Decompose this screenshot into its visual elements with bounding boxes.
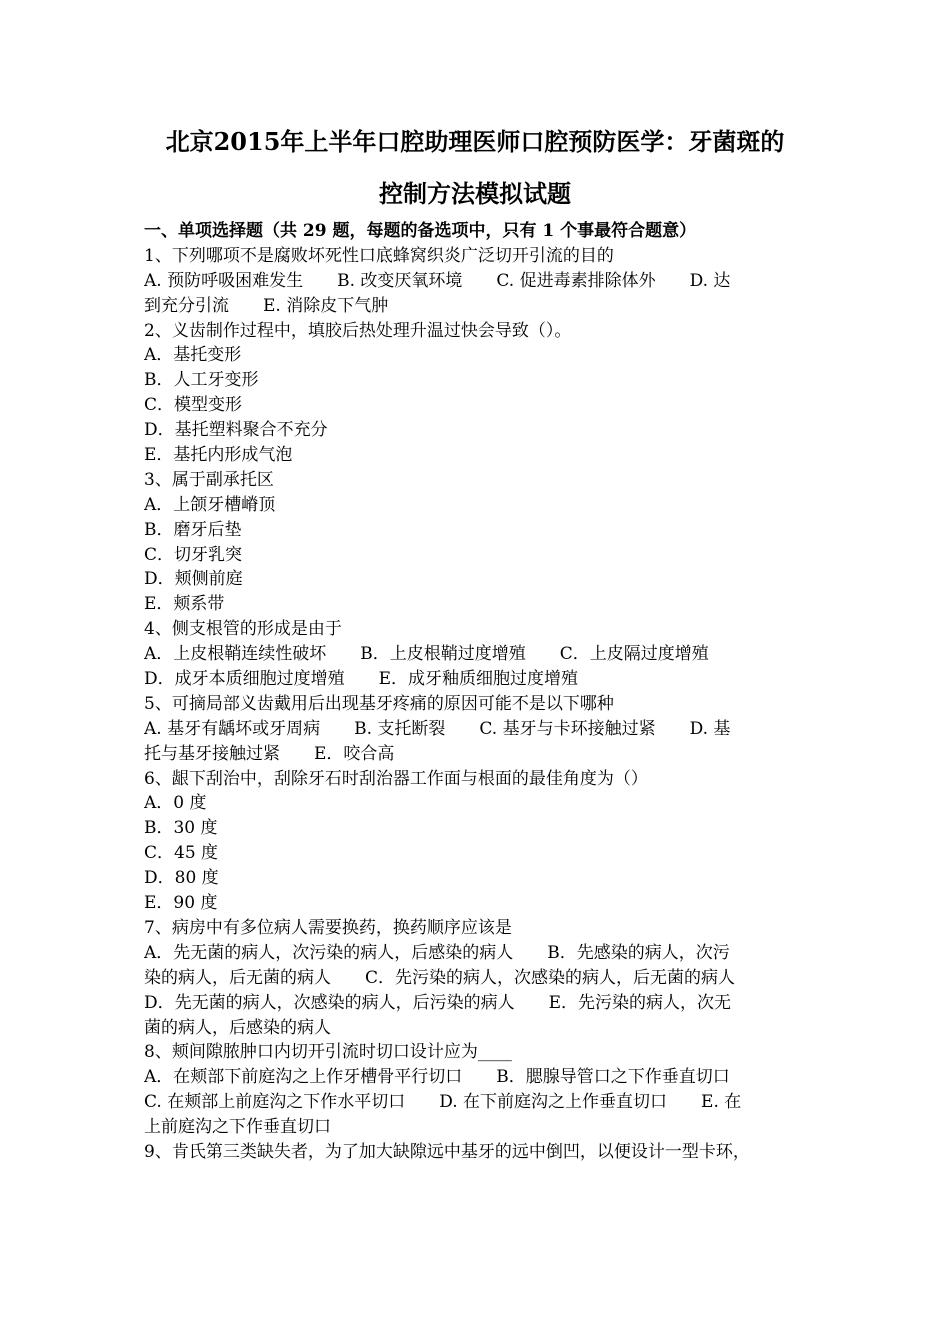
document-line: E．90 度 (144, 893, 218, 914)
document-line: E．颊系带 (144, 594, 225, 615)
document-line: 7、病房中有多位病人需要换药，换药顺序应该是 (144, 917, 512, 938)
document-line: D．基托塑料聚合不充分 (144, 420, 328, 441)
document-line: B．30 度 (144, 818, 218, 839)
document-line: 4、侧支根管的形成是由于 (144, 619, 342, 640)
section-heading: 一、单项选择题（共 29 题，每题的备选项中，只有 1 个事最符合题意） (144, 221, 697, 241)
document-line: E．基托内形成气泡 (144, 445, 293, 466)
document-line: 1、下列哪项不是腐败坏死性口底蜂窝织炎广泛切开引流的目的 (144, 245, 614, 266)
document-line: 托与基牙接触过紧 E．咬合高 (144, 743, 395, 764)
document-body (144, 219, 809, 1165)
document-line: A．在颊部下前庭沟之上作牙槽骨平行切口 B．腮腺导管口之下作垂直切口 (144, 1067, 730, 1088)
document-line: A．先无菌的病人，次污染的病人，后感染的病人 B．先感染的病人，次污 (144, 942, 730, 963)
document-line: A．上颌牙槽嵴顶 (144, 494, 276, 515)
document-line: D．成牙本质细胞过度增殖 E．成牙釉质细胞过度增殖 (144, 669, 579, 690)
document-line: 上前庭沟之下作垂直切口 (144, 1117, 331, 1138)
document-line: 染的病人，后无菌的病人 C．先污染的病人，次感染的病人，后无菌的病人 (144, 967, 736, 988)
question-lines (144, 244, 809, 1165)
document-line: 3、属于副承托区 (144, 469, 274, 490)
document-line: D．先无菌的病人，次感染的病人，后污染的病人 E．先污染的病人，次无 (144, 992, 732, 1013)
document-line: 9、肯氏第三类缺失者，为了加大缺隙远中基牙的远中倒凹，以便设计一型卡环， (144, 1141, 750, 1162)
document-line: B．人工牙变形 (144, 370, 259, 391)
document-line: 2、义齿制作过程中，填胶后热处理升温过快会导致（）。 (144, 320, 572, 341)
document-line: A. 预防呼吸困难发生 B. 改变厌氧环境 C. 促进毒素排除体外 D. 达 (144, 270, 731, 291)
document-line: C．切牙乳突 (144, 544, 243, 565)
document-line: A．上皮根鞘连续性破坏 B．上皮根鞘过度增殖 C．上皮隔过度增殖 (144, 644, 709, 665)
document-title-line2: 控制方法模拟试题 (379, 179, 571, 208)
document-line: 6、龈下刮治中，刮除牙石时刮治器工作面与根面的最佳角度为（） (144, 768, 648, 789)
document-line: C. 在颊部上前庭沟之下作水平切口 D. 在下前庭沟之上作垂直切口 E. 在 (144, 1092, 742, 1113)
document-line: A．0 度 (144, 793, 207, 814)
document-line: 5、可摘局部义齿戴用后出现基牙疼痛的原因可能不是以下哪种 (144, 693, 614, 714)
document-line: B．磨牙后垫 (144, 519, 242, 540)
document-line: 菌的病人，后感染的病人 (144, 1017, 331, 1038)
document-line: C．45 度 (144, 843, 219, 864)
document-line: 到充分引流 E. 消除皮下气肿 (144, 295, 389, 316)
document-line: D．颊侧前庭 (144, 569, 243, 590)
document-title-line1: 北京2015年上半年口腔助理医师口腔预防医学：牙菌斑的 (165, 127, 785, 156)
document-line: A. 基牙有龋坏或牙周病 B. 支托断裂 C. 基牙与卡环接触过紧 D. 基 (144, 718, 731, 739)
document-line: A．基托变形 (144, 345, 242, 366)
document-line: C．模型变形 (144, 395, 243, 416)
document-line: 8、颊间隙脓肿口内切开引流时切口设计应为____ (144, 1042, 512, 1063)
document-line: D．80 度 (144, 868, 219, 889)
